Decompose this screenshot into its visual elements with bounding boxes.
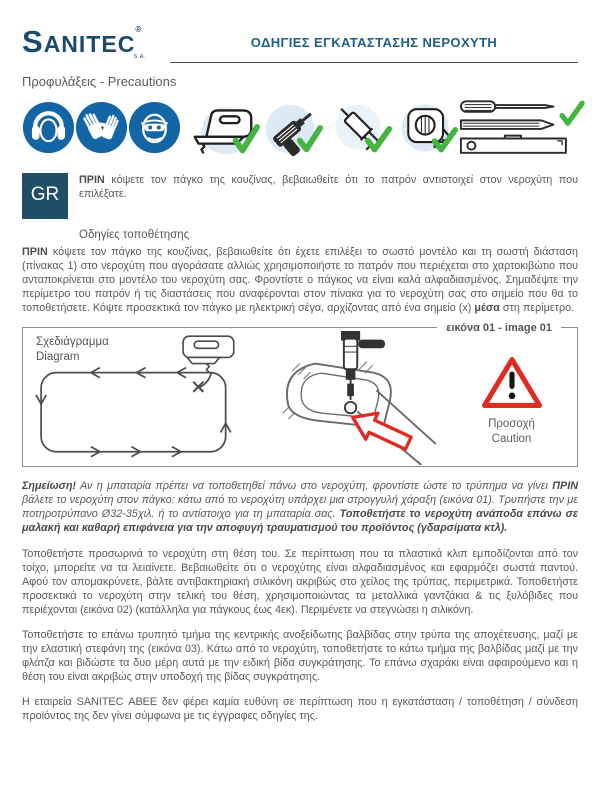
note-lead: Σημείωση! [22,479,77,492]
note-t2: βάλετε το νεροχύτη στον πάγκο: κάτω από το νεροχύτη υπάρχει μια στρογγυλή χάραξη (εικόνα 01). Τρυπήστε την με ποτηροτρύπανο Ø32-35χιλ. ή το αντίστοιχο για τη μπαταρία σας. [22,493,578,520]
installation-paragraph [22,245,578,315]
positioning-paragraph: Τοποθετήστε προσωρινά το νεροχύτη στη θέση του. Σε περίπτωση που τα πλαστικά κλιπ εμποδίζονται από τον τοίχο, μπορείτε να τα λειαίνετε. Βεβαιωθείτε ότι ο νεροχύτης είναι αλφαδιασμένος και εφαρμόζει σωστά παντού. Αφού τον απομακρύνετε, βάλτε αντιβακτηριακή σιλικόνη ακριβώς στο χείλος της τρύπας, περιμετρικά. Τοποθετήστε προσεκτικά το νεροχύτη στην τελική του θέση, χρησιμοποιώντας τα μεταλλικά γαντζάκια & τις ξυλόβιδες που περιέχονται (εικόνα 02) (κατάλληλα για πάγκους έως 4εκ). Περιμένετε να στεγνώσει η σιλικόνη. [22,548,578,617]
p1-bold-lead: ΠΡΙΝ [22,245,48,258]
caution-label-gr: Προσοχή [488,417,535,430]
diagram-title-en: Diagram [36,350,80,363]
caution-label [488,417,535,447]
hand-tools-icon [459,97,585,159]
logo-text: SANITEC [22,24,136,59]
face-protection-icon [128,101,181,154]
cutting-diagram [23,328,260,466]
valve-paragraph: Τοποθετήστε το επάνω τρυπητό τμήμα της κεντρικής ανοξείδωτης βαλβίδας στην τρύπα της αποχέτευσης, μαζί με την ελαστική στεφάνη της (εικόνα 03). Κάτω από το νεροχύτη, τοποθετήστε το κάτω τμήμα της βαλβίδας μαζί με την φλάτζα και βιδώστε τα δυο μέρη αυτά με την ειδική βίδα συγκράτησης. Το επάνω σχαράκι είναι αφαιρούμενο και η θέση του είναι ακριβώς στην υποδοχή της βίδας συγκράτησης. [22,629,578,684]
page-title: ΟΔΗΓΙΕΣ ΕΓΚΑΤΑΣΤΑΣΗΣ ΝΕΡΟΧΥΤΗ [250,35,498,50]
gr-lead-text [79,173,578,219]
sink-cutting-illustration [260,328,446,466]
registered-mark: ® [135,25,143,34]
caution-block [446,328,577,466]
p1-body: κόψετε τον πάγκο της κουζίνας, βεβαιωθείτε ότι έχετε επιλέξει το σωστό μοντέλο και τη σωστή διάσταση (πίνακας 1) στο νεροχύτη που αγοράσατε αλλιώς χρησιμοποιήστε το πατρόν που περιέχεται στο χαρτοκιβώτιο που ανταποκρίνεται στο μοντέλο του νεροχύτη σας. Φροντίστε ο πάγκος να είναι καλά αλφαδιασμένος. Σημαδέψτε την περίμετρο του πατρόν ή τις διαστάσεις που αναφέρονται στον πίνακα για το νεροχύτη σας στο σημείο που θα το τοποθετήσετε. Κόψτε προσεκτικά τον πάγκο με ηλεκτρική σέγα, αρχίζοντας από ένα σημείο (x) [22,245,578,314]
gr-language-badge: GR [22,173,68,219]
disclaimer-paragraph: Η εταιρεία SANITEC ΑΒΕΕ δεν φέρει καμία ευθύνη σε περίπτωση που η εγκατάσταση / τοποθέτηση / σύνδεση προϊόντος της δεν γίνει σύμφωνα με τις έγγραφες οδηγίες της. [22,696,578,723]
logo-suffix: S.A. [133,54,146,60]
jigsaw-icon [181,97,261,159]
caulk-gun-icon [323,97,397,159]
gloves-icon [75,101,128,154]
caution-label-en: Caution [491,432,532,445]
gr-language-block [22,173,578,219]
check-icon [562,103,582,123]
gr-lead-body: κόψετε τον πάγκο της κουζίνας, βεβαιωθείτε ότι το πατρόν αντιστοιχεί στον νεροχύτη που επιλέξατε. [79,173,578,200]
header [22,20,578,63]
warning-triangle-icon [479,353,545,412]
figure-image-01 [22,321,578,467]
note-t1: Αν η μπαταρία πρέπει να τοποθετηθεί πάνω στο νεροχύτη, φροντίστε ώστε το τρύπημα να γίνει [76,479,553,492]
precautions-heading: Προφυλάξεις - Precautions [22,73,177,89]
precautions-icons-row [22,96,578,160]
installation-heading: Οδηγίες τοποθέτησης [79,228,190,241]
diagram-title-gr: Σχεδιάγραμμα [36,335,109,348]
gr-lead-bold: ΠΡΙΝ [79,173,105,186]
ear-protection-icon [22,101,75,154]
diagram-title [36,335,109,365]
note-b1: ΠΡΙΝ [552,479,578,492]
logo-wordmark [22,26,160,57]
tape-measure-icon [397,97,459,159]
p1-tail: στη περίμετρο. [499,301,575,314]
sanitec-logo [22,20,160,61]
note-paragraph [22,479,578,535]
figure-label: εικόνα 01 - image 01 [437,321,561,335]
p1-bold-emph: μέσα [474,301,500,314]
note-b2: Τοποθετήστε το νεροχύτη ανάποδα επάνω σε μαλακή και καθαρή επιφάνεια για την αποφυγή τραυματισμού του προϊόντος (γδαρσίματα κτλ). [22,507,578,534]
title-rule [170,20,578,63]
drill-icon [261,97,323,159]
